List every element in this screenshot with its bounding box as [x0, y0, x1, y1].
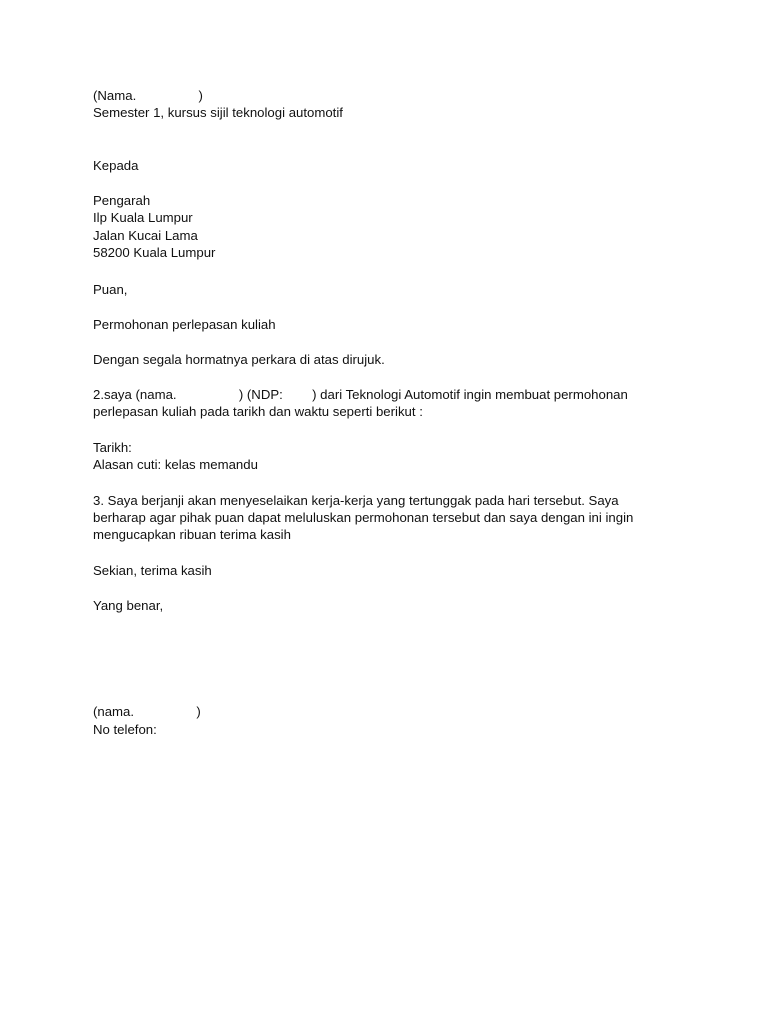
leave-reason: Alasan cuti: kelas memandu	[93, 457, 258, 472]
phone-label: No telefon:	[93, 722, 157, 737]
to-label: Kepada	[93, 158, 139, 173]
paragraph-2-line-1: 2.saya (nama. ) (NDP: ) dari Teknologi Automotif ingin membuat permohonan	[93, 387, 628, 402]
signature-name: (nama. )	[93, 704, 201, 719]
date-label: Tarikh:	[93, 440, 132, 455]
recipient-street: Jalan Kucai Lama	[93, 228, 198, 243]
sender-course: Semester 1, kursus sijil teknologi automotif	[93, 105, 343, 120]
recipient-postcode-city: 58200 Kuala Lumpur	[93, 245, 216, 260]
recipient-title: Pengarah	[93, 193, 151, 208]
recipient-institution: Ilp Kuala Lumpur	[93, 210, 193, 225]
sign-off: Yang benar,	[93, 598, 164, 613]
paragraph-2-line-2: perlepasan kuliah pada tarikh dan waktu seperti berikut :	[93, 404, 423, 419]
paragraph-3-line-1: 3. Saya berjanji akan menyeselaikan kerja-kerja yang tertunggak pada hari tersebut. Saya	[93, 493, 619, 508]
paragraph-3-line-2: berharap agar pihak puan dapat meluluskan permohonan tersebut dan saya dengan ini ingin	[93, 510, 634, 525]
sender-name: (Nama. )	[93, 88, 203, 103]
subject-line: Permohonan perlepasan kuliah	[93, 317, 276, 332]
salutation: Puan,	[93, 282, 128, 297]
paragraph-3-line-3: mengucapkan ribuan terima kasih	[93, 527, 291, 542]
paragraph-1: Dengan segala hormatnya perkara di atas dirujuk.	[93, 352, 385, 367]
closing-line: Sekian, terima kasih	[93, 563, 212, 578]
